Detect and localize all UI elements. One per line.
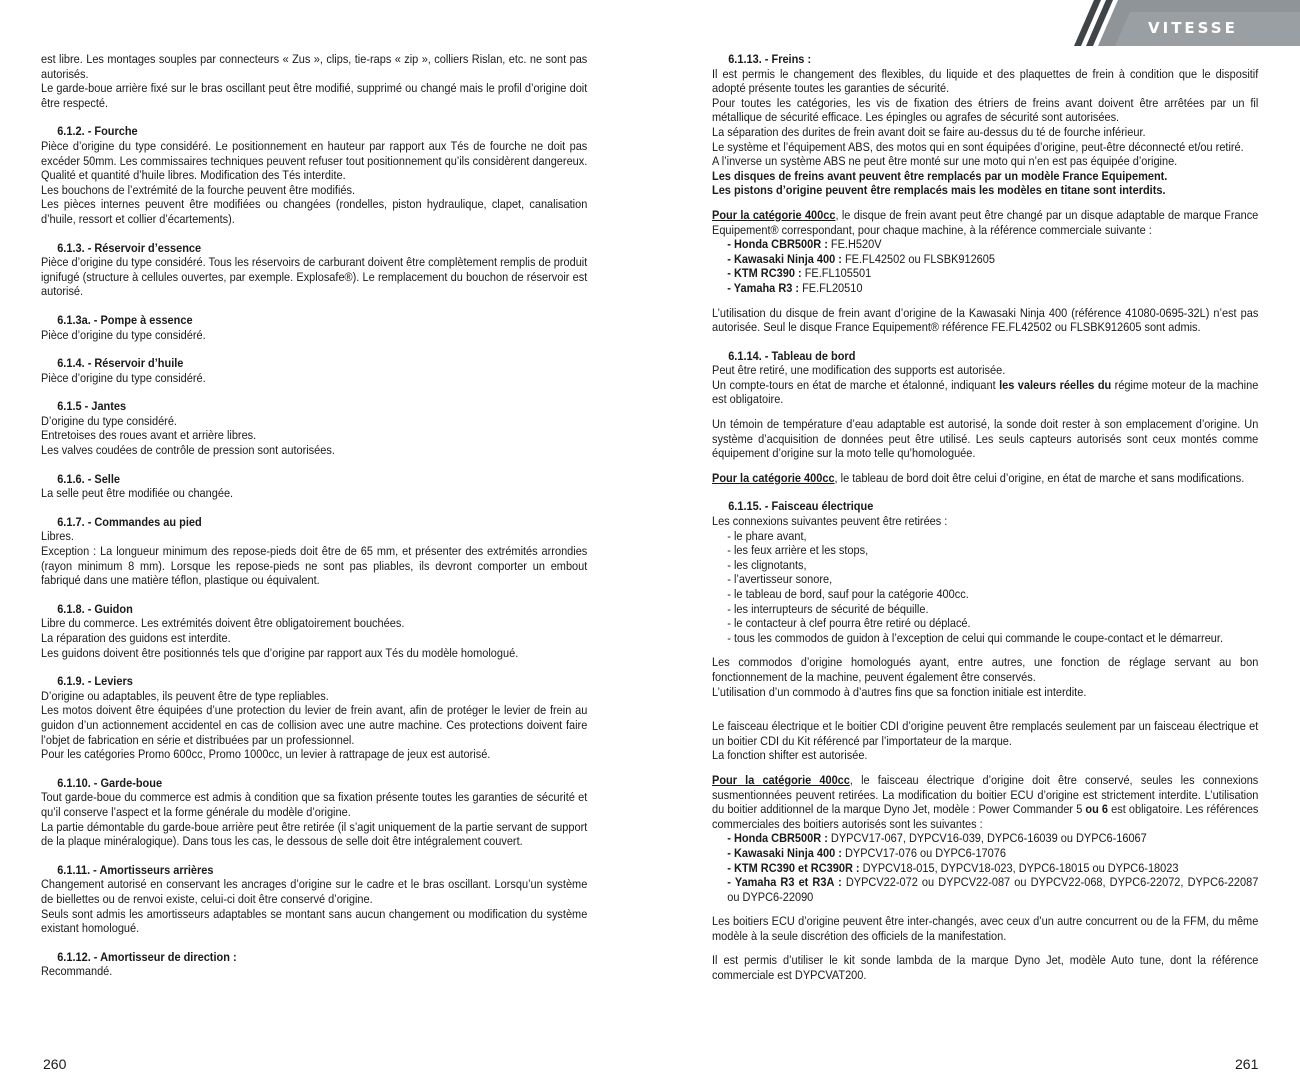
paragraph: Seuls sont admis les amortisseurs adaptables se montant sans aucun changement ou modification du système existant homologué. xyxy=(41,906,588,936)
ref-line xyxy=(712,252,1258,267)
ref-model: - Kawasaki Ninja 400 : xyxy=(727,251,842,266)
list-item: - l’avertisseur sonore, xyxy=(727,572,833,587)
brand-title: VITESSE xyxy=(1148,19,1238,37)
paragraph: Les valves coudées de contrôle de pression sont autorisées. xyxy=(41,443,335,458)
section-heading: 6.1.10. - Garde-boue xyxy=(57,775,163,790)
section-heading: 6.1.9. - Leviers xyxy=(57,674,133,689)
section-heading: 6.1.12. - Amortisseur de direction : xyxy=(57,949,237,964)
paragraph: La fonction shifter est autorisée. xyxy=(712,748,868,763)
page-number: 261 xyxy=(1235,1056,1259,1072)
paragraph: Les guidons doivent être positionnés tels que d’origine par rapport aux Tés du modèle homologué. xyxy=(41,645,519,660)
bold-rule: Les pistons d’origine peuvent être remplacés mais les modèles en titane sont interdits. xyxy=(712,183,1166,198)
section-heading: 6.1.8. - Guidon xyxy=(57,601,133,616)
ref-code: DYPCV22-072 ou DYPCV22-087 ou DYPCV22-068, DYPC6-22072, DYPC6-22087 ou DYPC6-22090 xyxy=(727,875,1259,904)
list-item: - le phare avant, xyxy=(727,528,807,543)
paragraph: Les commodos d’origine homologués ayant, entre autres, une fonction de réglage servant au bon fonctionnement de la machine, peuvent également être conservés. xyxy=(712,655,1259,684)
category-text: , le faisceau électrique d’origine doit être conservé, seules les connexions susmentionnées peuvent retirées. La modification du boitier ECU d’origine est strictement interdite. xyxy=(712,772,1259,802)
paragraph: Pour toutes les catégories, les vis de fixation des étriers de freins avant doivent être arrêtées par un fil métallique de sécurité efficace. Les épingles ou agrafes de sécurité sont autorisées. xyxy=(712,95,1259,125)
paragraph: La partie démontable du garde-boue arrière peut être retirée (il s’agit uniquement de la partie servant de support de la plaque minéralogique). Dans tous les cas, le dessous de selle doit être intégralement couvert. xyxy=(41,819,588,849)
paragraph: Pièce d’origine du type considéré. Le positionnement en hauteur par rapport aux Tés de fourche ne doit pas excéder 50mm. Les commissaires techniques peuvent refuser tout positionnement qu’ils considèrent dangereux. xyxy=(41,138,588,168)
header-banner xyxy=(1070,0,1300,46)
text: régime moteur de la machine est obligatoire. xyxy=(712,377,1259,407)
paragraph: Pièce d’origine du type considéré. Tous les réservoirs de carburant doivent être complètement remplis de produit ignifugé (structure à cellules ouvertes, par exemple. Explosafe®). Le remplacement du bouchon de réservoir est autorisé. xyxy=(41,255,588,299)
category-paragraph xyxy=(712,773,1258,831)
list-item: - les clignotants, xyxy=(727,557,807,572)
page-number: 260 xyxy=(43,1056,67,1072)
list-item: - les interrupteurs de sécurité de béquille. xyxy=(727,601,929,616)
ref-line xyxy=(712,846,1258,861)
paragraph: est libre. Les montages souples par connecteurs « Zus », clips, tie-raps « zip », colliers Rislan, etc. ne sont pas autorisés. xyxy=(41,52,588,81)
paragraph: Les motos doivent être équipées d’une protection du levier de frein avant, afin de protéger le levier de frein au guidon d’un actionnement accidentel en cas de collision avec une autre machine. Ces protections doivent faire l’objet de fabrication en série et distribuées par un professionnel. xyxy=(41,703,588,747)
paragraph: Libres. xyxy=(41,529,74,544)
paragraph: A l’inverse un système ABS ne peut être monté sur une moto qui n’en est pas équipée d’origine. xyxy=(712,154,1178,169)
right-page xyxy=(712,52,1258,983)
ref-code: FE.FL42502 ou FLSBK912605 xyxy=(841,251,995,266)
bold-rule: Les disques de freins avant peuvent être remplacés par un modèle France Equipement. xyxy=(712,168,1168,183)
paragraph: D’origine ou adaptables, ils peuvent être de type repliables. xyxy=(41,688,329,703)
paragraph: Tout garde-boue du commerce est admis à condition que sa fixation présente toutes les garanties de sécurité et qu’il conserve l’aspect et la forme générale du modèle d’origine. xyxy=(41,790,588,819)
paragraph: Les boitiers ECU d’origine peuvent être inter-changés, avec ceux d’un autre concurrent ou de la FFM, du même modèle à la seule discrétion des officiels de la manifestation. xyxy=(712,914,1259,943)
paragraph: Entretoises des roues avant et arrière libres. xyxy=(41,428,257,443)
paragraph: Peut être retiré, une modification des supports est autorisée. xyxy=(712,363,1006,378)
paragraph: L’utilisation du disque de frein avant d’origine de la Kawasaki Ninja 400 (référence 41080-0695-32L) n’est pas autorisée. Seul le disque France Equipement® référence FE.FL42502 ou FLSBK912605 sont admis. xyxy=(712,305,1259,335)
text: Un compte-tours en état de marche et étalonné, indiquant xyxy=(712,377,1000,392)
paragraph: Libre du commerce. Les extrémités doivent être obligatoirement bouchées. xyxy=(41,616,405,631)
section-heading: 6.1.14. - Tableau de bord xyxy=(728,348,856,363)
ref-code: FE.FL20510 xyxy=(799,280,863,295)
ref-code: FE.FL105501 xyxy=(801,266,872,281)
paragraph: Il est permis d’utiliser le kit sonde lambda de la marque Dyno Jet, modèle Auto tune, dont la référence commerciale est DYPCVAT200. xyxy=(712,953,1259,983)
ref-model: - KTM RC390 et RC390R : xyxy=(727,860,860,875)
list-item: - les feux arrière et les stops, xyxy=(727,543,869,558)
ref-line xyxy=(712,875,1258,904)
list-item: - le contacteur à clef pourra être retiré ou déplacé. xyxy=(727,616,971,631)
left-page xyxy=(41,52,587,979)
paragraph: Le faisceau électrique et le boitier CDI d’origine peuvent être remplacés seulement par un faisceau électrique et un boitier CDI du Kit référencé par l’importateur de la marque. xyxy=(712,719,1259,748)
ref-line xyxy=(712,266,1258,281)
text: est obligatoire. Les références commerciales des boitiers autorisés sont les suivantes : xyxy=(712,802,1259,831)
paragraph: Recommandé. xyxy=(41,964,113,979)
category-label: Pour la catégorie 400cc xyxy=(712,207,836,222)
section-heading: 6.1.2. - Fourche xyxy=(57,124,138,139)
ref-model: - Honda CBR500R : xyxy=(727,831,828,846)
ref-line xyxy=(712,861,1258,876)
paragraph: La séparation des durites de frein avant doit se faire au-dessus du té de fourche inférieur. xyxy=(712,124,1146,139)
ref-line xyxy=(712,281,1258,296)
category-paragraph xyxy=(712,471,1258,486)
ref-line xyxy=(712,237,1258,252)
ref-line xyxy=(712,831,1258,846)
paragraph: Pièce d’origine du type considéré. xyxy=(41,370,206,385)
paragraph: Il est permis le changement des flexibles, du liquide et des plaquettes de frein à condition que le dispositif adopté présente toutes les garanties de sécurité. xyxy=(712,66,1259,96)
category-label: Pour la catégorie 400cc xyxy=(712,470,835,485)
ref-model: - Kawasaki Ninja 400 : xyxy=(727,845,842,860)
paragraph: La réparation des guidons est interdite. xyxy=(41,631,231,645)
paragraph: L’utilisation d’un commodo à d’autres fins que sa fonction initiale est interdite. xyxy=(712,684,1087,699)
paragraph: D’origine du type considéré. xyxy=(41,413,177,428)
section-heading: 6.1.7. - Commandes au pied xyxy=(57,514,202,529)
category-text: , le tableau de bord doit être celui d’origine, en état de marche et sans modifications. xyxy=(834,470,1245,485)
ref-code: DYPCV17-067, DYPCV16-039, DYPC6-16039 ou DYPC6-16067 xyxy=(827,831,1147,846)
paragraph: Les pièces internes peuvent être modifiées ou changées (rondelles, piston hydraulique, clapet, canalisation d’huile, ressort et collier d’écartements). xyxy=(41,197,588,226)
paragraph: Qualité et quantité d’huile libres. Modification des Tés interdite. xyxy=(41,168,346,183)
list-item: - le tableau de bord, sauf pour la catégorie 400cc. xyxy=(727,587,969,601)
bold-text: ou 6 xyxy=(1085,802,1109,817)
ref-model: - Yamaha R3 et R3A : xyxy=(727,875,842,890)
paragraph: Le système et l’équipement ABS, des motos qui en sont équipées d’origine, peut-être déconnecté et/ou retiré. xyxy=(712,139,1244,154)
section-heading: 6.1.4. - Réservoir d’huile xyxy=(57,356,184,371)
ref-model: - Yamaha R3 : xyxy=(727,280,800,295)
ref-code: FE.H520V xyxy=(827,237,882,252)
section-heading: 6.1.15. - Faisceau électrique xyxy=(728,499,874,514)
paragraph: Un témoin de température d’eau adaptable est autorisé, la sonde doit rester à son emplacement d’origine. Un système d’acquisition de données peut être utilisé. Les seuls capteurs autorisés sont ceux montés comme équipement d’origine sur la moto telle qu’homologuée. xyxy=(712,417,1259,461)
section-heading: 6.1.11. - Amortisseurs arrières xyxy=(57,862,214,877)
paragraph xyxy=(712,378,1258,407)
paragraph: Pour les catégories Promo 600cc, Promo 1000cc, un levier à rattrapage de jeux est autorisé. xyxy=(41,747,491,762)
paragraph: La selle peut être modifiée ou changée. xyxy=(41,486,234,501)
paragraph: Les connexions suivantes peuvent être retirées : xyxy=(712,514,948,529)
paragraph: Exception : La longueur minimum des repose-pieds doit être de 65 mm, et présenter des extrémités arrondies (rayon minimum 8 mm). Lorsque les repose-pieds ne sont pas pliables, ils devront comporter un embout fabriqué dans une matière téflon, plastique ou équivalent. xyxy=(41,544,588,588)
section-heading: 6.1.6. - Selle xyxy=(57,471,121,486)
category-label: Pour la catégorie 400cc xyxy=(712,772,850,787)
paragraph: Les bouchons de l’extrémité de la fourche peuvent être modifiés. xyxy=(41,182,356,197)
paragraph: Changement autorisé en conservant les ancrages d’origine sur le cadre et le bras oscillant. Lorsqu’un système de biellettes ou de renvoi existe, celui-ci doit être conservé d’origine. xyxy=(41,877,588,906)
text: L’utilisation du boitier additionnel de la marque Dyno Jet, modèle : Power Commander 5 xyxy=(712,787,1259,817)
list-item: - tous les commodos de guidon à l’exception de celui qui commande le coupe-contact et le démarreur. xyxy=(727,630,1224,645)
section-heading: 6.1.5 - Jantes xyxy=(57,399,127,414)
section-heading: 6.1.3. - Réservoir d’essence xyxy=(57,240,202,255)
category-paragraph xyxy=(712,208,1258,237)
category-text: , le disque de frein avant peut être changé par un disque adaptable de marque France Equipement® correspondant, pour chaque machine, à la référence commerciale suivante : xyxy=(712,207,1259,237)
section-heading: 6.1.3a. - Pompe à essence xyxy=(57,312,193,327)
ref-code: DYPCV18-015, DYPCV18-023, DYPC6-18015 ou DYPC6-18023 xyxy=(859,860,1179,875)
bold-text: les valeurs réelles du xyxy=(999,377,1112,392)
ref-model: - Honda CBR500R : xyxy=(727,237,828,252)
ref-code: DYPCV17-076 ou DYPC6-17076 xyxy=(841,845,1006,860)
section-heading: 6.1.13. - Freins : xyxy=(728,52,812,66)
ref-model: - KTM RC390 : xyxy=(727,266,802,281)
paragraph: Le garde-boue arrière fixé sur le bras oscillant peut être modifié, supprimé ou changé mais le profil d’origine doit être respecté. xyxy=(41,81,588,110)
paragraph: Pièce d’origine du type considéré. xyxy=(41,327,206,342)
